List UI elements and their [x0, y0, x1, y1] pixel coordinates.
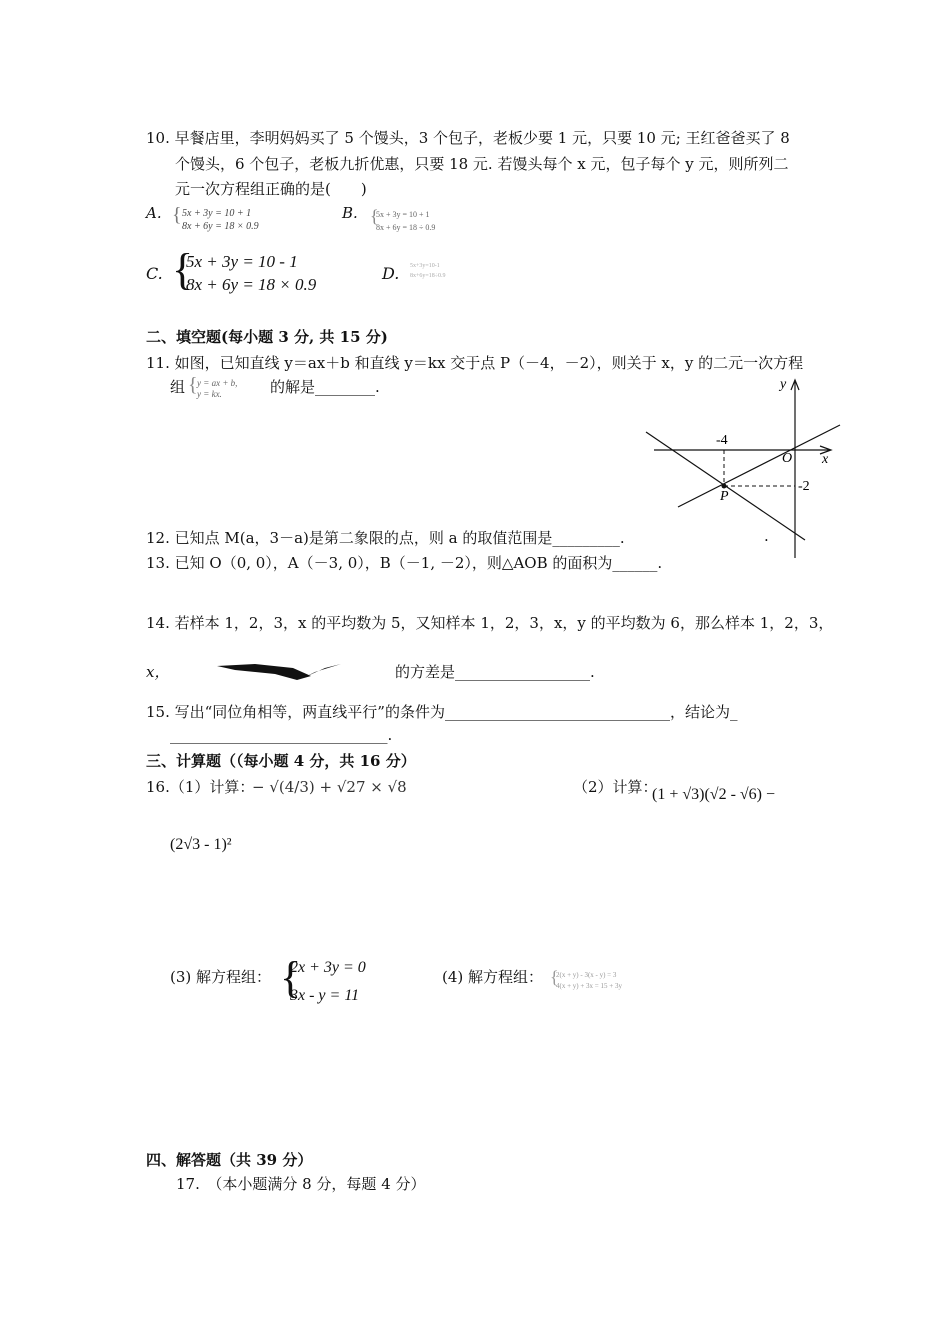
- q16-part4-eq1: 2(x + y) - 3(x - y) = 3: [556, 971, 617, 979]
- q16-part1-label: 16.（1）计算：: [146, 778, 255, 796]
- option-d-eq2: 8x+6y=18÷0.9: [410, 273, 446, 279]
- q16-part4-eq2: 4(x + y) + 3x = 15 + 3y: [556, 982, 622, 990]
- option-c-label: C.: [146, 264, 163, 283]
- q16-part3-eq1: 2x + 3y = 0: [290, 959, 366, 976]
- q16-part3-label: (3) 解方程组：: [170, 968, 272, 986]
- coordinate-graph: [640, 372, 850, 562]
- point-p: [722, 484, 727, 489]
- q16-part1-expr: − √(4/3) + √27 × √8: [252, 778, 407, 796]
- q16-part2-label: （2）计算：: [573, 778, 658, 796]
- option-a-eq2: 8x + 6y = 18 × 0.9: [182, 221, 259, 232]
- option-a-eq1: 5x + 3y = 10 + 1: [182, 208, 252, 219]
- q16-part4-label: (4) 解方程组：: [442, 968, 544, 986]
- origin-label: O: [782, 451, 793, 466]
- option-b-eq1: 5x + 3y = 10 + 1: [376, 210, 430, 219]
- q13-text: 13. 已知 O（0, 0），A（－3, 0），B（－1, －2），则△AOB 的面积为______.: [146, 554, 663, 572]
- q11-eq2: y = kx.: [197, 389, 222, 399]
- q15-line2: _____________________________.: [170, 726, 393, 744]
- q14-line1: 14. 若样本 1，2，3，x 的平均数为 5，又知样本 1，2，3，x，y 的平均数为 6，那么样本 1，2，3，: [146, 614, 834, 632]
- option-d-label: D.: [382, 264, 400, 283]
- q16-part2-cont: (2√3 - 1)²: [170, 836, 232, 853]
- q10-line2: 个馒头，6 个包子，老板九折优惠，只要 18 元. 若馒头每个 x 元，包子每个 y 元，则所列二: [175, 155, 789, 173]
- q14-line2-pre: x，: [146, 663, 170, 681]
- q11-eq1: y = ax + b,: [197, 378, 238, 388]
- q16-part2-expr: (1 + √3)(√2 - √6) −: [652, 786, 776, 803]
- q14-line2-post: 的方差是__________________.: [395, 663, 595, 681]
- option-d-eq1: 5x+3y=10-1: [410, 263, 440, 269]
- p-label: P: [720, 489, 729, 504]
- option-c-eq1: 5x + 3y = 10 - 1: [186, 252, 298, 271]
- q16-part3-eq2: 3x - y = 11: [290, 987, 360, 1004]
- q12-dot: .: [764, 527, 769, 545]
- option-b-label: B.: [342, 204, 358, 222]
- q11-line2-post: 的解是________.: [270, 378, 380, 396]
- q12-text: 12. 已知点 M(a，3－a)是第二象限的点，则 a 的取值范围是_________.: [146, 529, 625, 547]
- y-axis-label: y: [780, 377, 787, 392]
- section-4-title: 四、解答题（共 39 分）: [146, 1151, 313, 1169]
- option-c-eq2: 8x + 6y = 18 × 0.9: [186, 275, 317, 294]
- option-b-eq2: 8x + 6y = 18 ÷ 0.9: [376, 223, 436, 232]
- q11-line2-pre: 组: [170, 378, 186, 396]
- tick-neg4: -4: [716, 433, 728, 448]
- option-a-label: A.: [146, 204, 162, 222]
- q14-garbled-formula-image: [215, 660, 345, 684]
- line-y-kx: [678, 425, 840, 507]
- tick-neg2: -2: [798, 479, 810, 494]
- section-3-title: 三、计算题（（每小题 4 分，共 16 分）: [146, 752, 416, 770]
- section-2-title: 二、填空题(每小题 3 分, 共 15 分): [146, 328, 388, 346]
- x-axis-label: x: [822, 452, 829, 467]
- q10-line3: 元一次方程组正确的是( ): [175, 180, 367, 198]
- q10-line1: 10. 早餐店里，李明妈妈买了 5 个馒头，3 个包子，老板少要 1 元，只要 10 元; 王红爸爸买了 8: [146, 129, 790, 147]
- q17-text: 17. （本小题满分 8 分，每题 4 分）: [176, 1175, 426, 1193]
- q11-line1: 11. 如图，已知直线 y＝ax＋b 和直线 y＝kx 交于点 P（－4，－2），则关于 x，y 的二元一次方程: [146, 354, 804, 372]
- q15-text: 15. 写出“同位角相等，两直线平行”的条件为______________________________，结论为_: [146, 703, 738, 721]
